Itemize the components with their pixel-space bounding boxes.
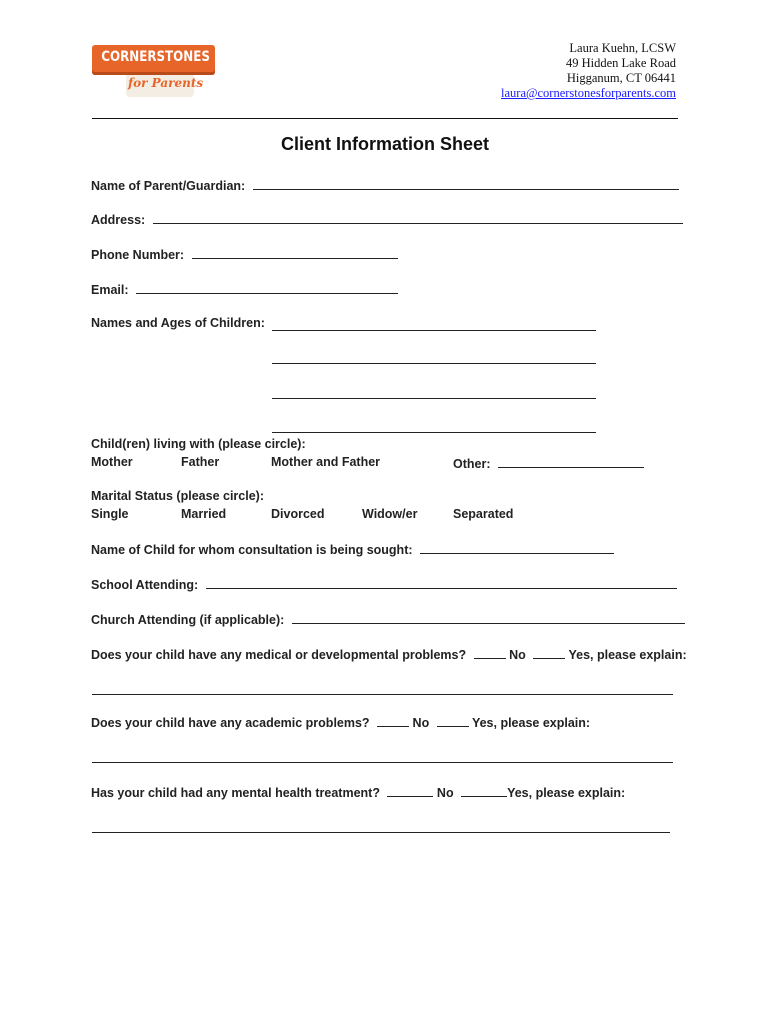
living-other-field[interactable] <box>498 455 644 468</box>
medical-explain-field[interactable] <box>92 682 673 695</box>
cornerstones-logo <box>92 45 217 101</box>
contact-city: Higganum, CT 06441 <box>566 71 676 85</box>
school-row <box>91 576 677 592</box>
children-label: Names and Ages of Children: <box>91 316 265 330</box>
academic-yes-label: Yes, please explain: <box>471 716 591 730</box>
email-row <box>91 281 398 297</box>
medical-yes-field[interactable] <box>533 646 565 659</box>
phone-row <box>91 246 398 262</box>
parent-label: Name of Parent/Guardian: <box>91 179 246 193</box>
contact-street: 49 Hidden Lake Road <box>565 56 676 70</box>
marital-option-married[interactable]: Married <box>181 507 227 521</box>
logo-text: CORNERSTONES <box>101 49 210 65</box>
school-label: School Attending: <box>91 578 199 592</box>
school-field[interactable] <box>206 576 677 589</box>
page-title: Client Information Sheet <box>280 134 489 154</box>
living-option-father[interactable]: Father <box>181 455 220 469</box>
mental-health-explain-field[interactable] <box>92 820 670 833</box>
academic-question: Does your child have any academic problems? <box>91 716 370 730</box>
header-divider <box>92 118 678 119</box>
academic-no-label: No <box>412 716 430 730</box>
living-option-both[interactable]: Mother and Father <box>271 455 381 469</box>
medical-no-label: No <box>509 648 526 662</box>
church-label: Church Attending (if applicable): <box>91 613 285 627</box>
parent-name-field[interactable] <box>253 177 679 190</box>
mental-health-yes-field[interactable] <box>461 784 507 797</box>
living-with-question: Child(ren) living with (please circle): <box>91 437 306 451</box>
address-row <box>91 211 683 227</box>
mental-health-row <box>91 784 625 800</box>
medical-row <box>91 646 687 662</box>
email-label: Email: <box>91 283 129 297</box>
living-other-label: Other: <box>453 457 491 471</box>
academic-row <box>91 714 590 730</box>
marital-option-divorced[interactable]: Divorced <box>271 507 325 521</box>
living-other-row <box>453 455 644 471</box>
medical-question: Does your child have any medical or developmental problems? <box>91 648 467 662</box>
church-field[interactable] <box>292 611 685 624</box>
mental-health-yes-label: Yes, please explain: <box>507 786 626 800</box>
medical-no-field[interactable] <box>474 646 506 659</box>
parent-row <box>91 177 679 193</box>
living-option-mother[interactable]: Mother <box>91 455 133 469</box>
marital-option-widower[interactable]: Widow/er <box>362 507 418 521</box>
mental-health-no-label: No <box>436 786 454 800</box>
consult-child-label: Name of Child for whom consultation is being sought: <box>91 543 413 557</box>
contact-block <box>501 41 676 101</box>
marital-option-separated[interactable]: Separated <box>453 507 514 521</box>
child-field-3[interactable] <box>272 386 596 399</box>
address-label: Address: <box>91 213 146 227</box>
consult-child-field[interactable] <box>420 541 614 554</box>
address-field[interactable] <box>153 211 683 224</box>
church-row <box>91 611 685 627</box>
phone-field[interactable] <box>192 246 398 259</box>
contact-email-link[interactable]: laura@cornerstonesforparents.com <box>501 86 676 100</box>
marital-question: Marital Status (please circle): <box>91 489 264 503</box>
consult-child-row <box>91 541 614 557</box>
phone-label: Phone Number: <box>91 248 185 262</box>
academic-explain-field[interactable] <box>92 750 673 763</box>
academic-no-field[interactable] <box>377 714 409 727</box>
contact-name: Laura Kuehn, LCSW <box>569 41 676 55</box>
email-field[interactable] <box>136 281 398 294</box>
logo-subtext: for Parents <box>128 76 204 90</box>
child-field-4[interactable] <box>272 420 596 433</box>
marital-option-single[interactable]: Single <box>91 507 129 521</box>
child-field-1[interactable] <box>272 318 596 331</box>
mental-health-no-field[interactable] <box>387 784 433 797</box>
academic-yes-field[interactable] <box>437 714 469 727</box>
medical-yes-label: Yes, please explain: <box>568 648 687 662</box>
mental-health-question: Has your child had any mental health treatment? <box>91 786 380 800</box>
child-field-2[interactable] <box>272 351 596 364</box>
